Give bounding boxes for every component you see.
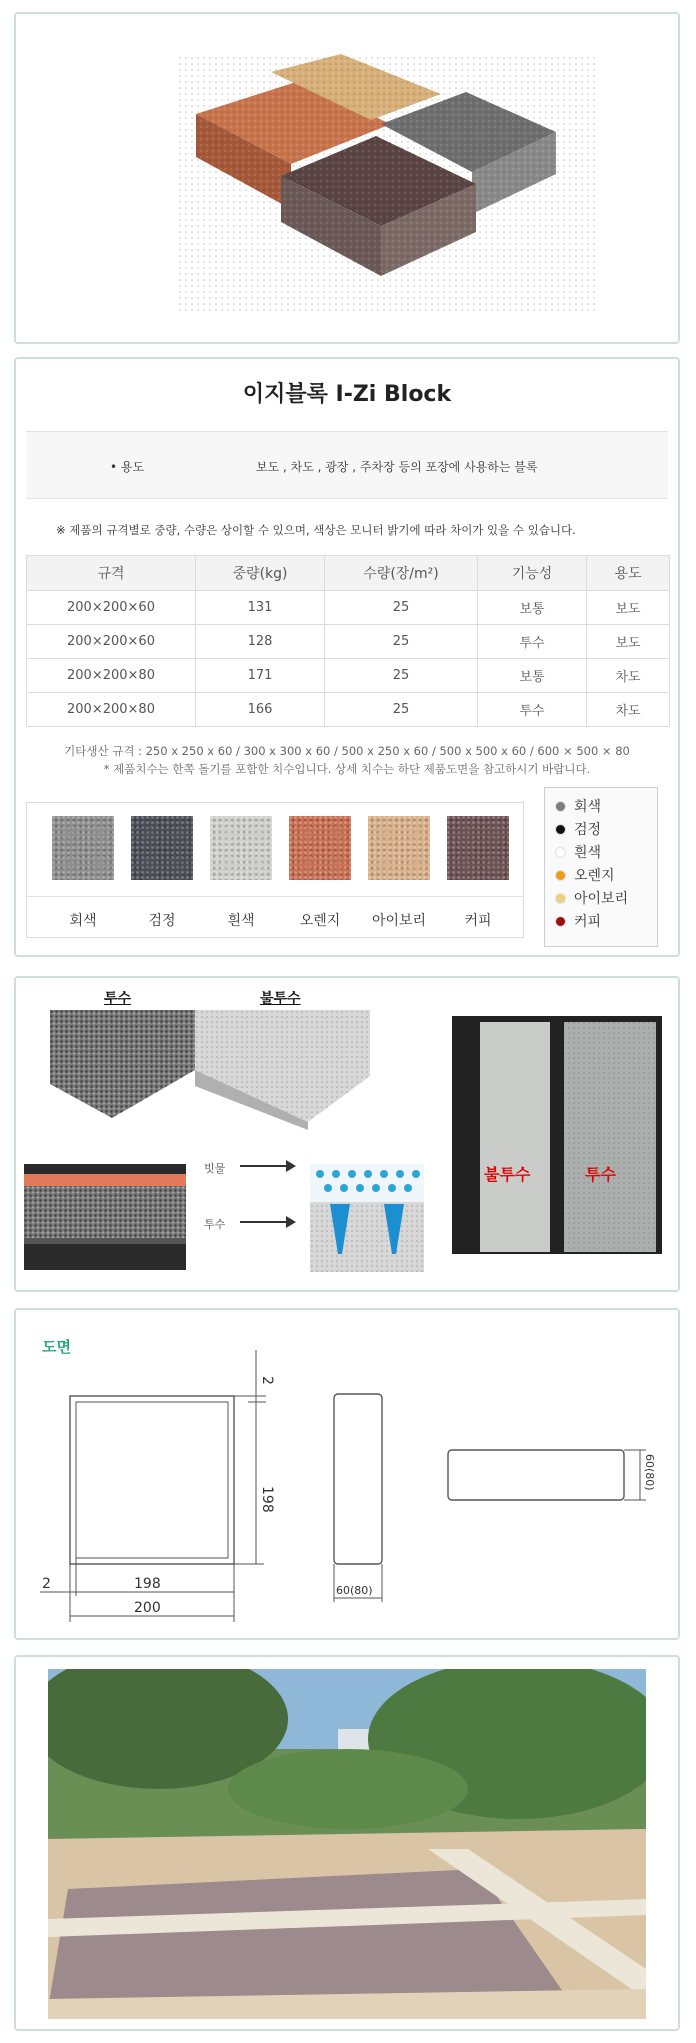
legend-dot [555,801,566,812]
swatch-orange [289,816,351,880]
dim-60-80-side: 60(80) [643,1454,656,1491]
cell-function: 투수 [478,625,587,659]
swatch-label: 회색 [69,913,97,929]
swatch-coffee [447,816,509,880]
cross-section-image [24,1164,186,1270]
use-label: • 용도 [110,460,145,474]
swatch-divider [27,896,523,897]
arrow-drain-label: 투수 [204,1218,226,1231]
spec-table [26,555,670,727]
cell-weight: 171 [196,659,325,693]
permeable-comparison-photo [452,1016,662,1254]
dim-2-top: 2 [259,1376,275,1385]
table-row [27,659,670,693]
legend-dot [555,847,566,858]
table-row [27,591,670,625]
legend-item [555,888,628,910]
swatch-label: 오렌지 [299,913,341,929]
legend-label: 흰색 [574,845,602,861]
col-quantity: 수량(장/m²) [325,556,478,591]
permeable-label: 투수 [104,991,132,1007]
dim-198-bottom: 198 [134,1576,161,1592]
cell-quantity: 25 [325,591,478,625]
legend-label: 오렌지 [574,868,615,884]
cell-function: 보통 [478,591,587,625]
legend-dot [555,893,566,904]
legend-item [555,911,601,933]
spec-table-header [27,556,670,591]
dim-198-side: 198 [259,1486,275,1513]
col-function: 기능성 [478,556,587,591]
legend-item [555,865,615,887]
legend-dot [555,870,566,881]
cell-function: 보통 [478,659,587,693]
plaza-photo [48,1669,646,2019]
cell-size: 200×200×60 [27,591,196,625]
cell-weight: 128 [196,625,325,659]
color-legend [544,787,658,947]
cell-quantity: 25 [325,625,478,659]
table-row [27,693,670,727]
swatch-label: 아이보리 [371,913,427,929]
legend-label: 검정 [574,822,602,838]
weight-notice: ※ 제품의 규격별로 중량, 수량은 상이할 수 있으며, 색상은 모니터 밝기에 따라 차이가 있을 수 있습니다. [56,523,576,537]
swatch-label: 커피 [464,913,492,929]
legend-item [555,796,601,818]
swatch-label: 흰색 [227,913,255,929]
impermeable-label: 불투수 [260,991,301,1007]
color-swatches [26,802,524,938]
other-sizes: 기타생산 규격 : 250 x 250 x 60 / 300 x 300 x 60 / 500 x 250 x 60 / 500 x 500 x 60 / 600 × 500 × 80 [64,744,630,758]
cell-function: 투수 [478,693,587,727]
installation-photo-panel [14,1655,680,2031]
cell-size: 200×200×80 [27,659,196,693]
drawing-title: 도면 [42,1338,71,1356]
legend-label: 커피 [574,914,602,930]
cell-use: 차도 [587,659,670,693]
product-photo-panel [14,12,680,344]
block-corner-image [50,1010,370,1130]
use-text: 보도 , 차도 , 광장 , 주차장 등의 포장에 사용하는 블록 [256,460,538,474]
table-row [27,625,670,659]
technical-drawing [16,1310,678,1638]
impermeable-photo-label: 불투수 [484,1165,531,1184]
cell-use: 보도 [587,591,670,625]
product-blocks-image [176,54,596,314]
cell-use: 차도 [587,693,670,727]
dim-2-left: 2 [42,1576,51,1592]
cell-use: 보도 [587,625,670,659]
cell-quantity: 25 [325,693,478,727]
legend-label: 회색 [574,799,602,815]
use-row [26,432,668,499]
swatch-label: 검정 [148,913,176,929]
arrow-rain-label: 빗물 [204,1162,226,1175]
legend-item [555,819,601,841]
cell-quantity: 25 [325,659,478,693]
legend-item [555,842,601,864]
drainage-diagram [310,1164,424,1272]
legend-label: 아이보리 [574,891,629,907]
permeability-panel [14,976,680,1292]
cell-size: 200×200×60 [27,625,196,659]
permeable-photo-label: 투수 [585,1165,616,1184]
swatch-white [210,816,272,880]
dimension-notice: * 제품치수는 한쪽 돌기를 포함한 치수입니다. 상세 치수는 하단 제품도면을 참고하시기 바랍니다. [103,762,591,776]
dim-200: 200 [134,1600,161,1616]
swatch-ivory [368,816,430,880]
swatch-black [131,816,193,880]
legend-dot [555,824,566,835]
col-use: 용도 [587,556,670,591]
drawing-panel [14,1308,680,1640]
product-title: 이지블록 I-Zi Block [242,382,452,407]
spec-panel [14,357,680,957]
swatch-grey [52,816,114,880]
arrow-right-icon [238,1212,298,1232]
legend-dot [555,916,566,927]
cell-weight: 131 [196,591,325,625]
dim-60-80: 60(80) [336,1584,373,1597]
col-weight: 중량(kg) [196,556,325,591]
arrow-right-icon [238,1156,298,1176]
cell-weight: 166 [196,693,325,727]
cell-size: 200×200×80 [27,693,196,727]
col-size: 규격 [27,556,196,591]
